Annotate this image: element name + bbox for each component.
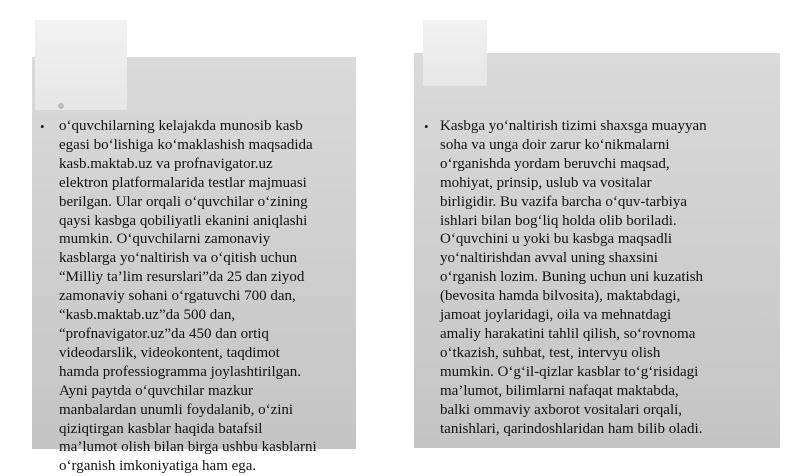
paragraph-line: manbalardan unumli foydalanib, o‘zini <box>59 401 294 418</box>
paragraph-line: balki ommaviy axborot vositalari orqali, <box>440 401 683 418</box>
paragraph-line: o‘rganish lozim. Buning uchun uni kuzatish <box>440 269 704 286</box>
paragraph-line: “profnavigator.uz”da 450 dan ortiq <box>59 325 269 342</box>
paragraph-line: kasblarga yo‘naltirish va o‘qitish uchun <box>59 250 298 267</box>
paragraph-line: O‘quvchini u yoki bu kasbga maqsadli <box>440 231 673 248</box>
paragraph-line: egasi bo‘lishiga ko‘maklashish maqsadida <box>59 136 313 153</box>
right-bullet: • <box>424 119 429 134</box>
paragraph-line: Ayni paytda o‘quvchilar mazkur <box>59 382 253 399</box>
left-panel-tab <box>35 20 127 110</box>
paragraph-line: berilgan. Ular orqali o‘quvchilar o‘zining <box>59 193 308 210</box>
paragraph-line: o‘quvchilarning kelajakda munosib kasb <box>59 118 303 134</box>
paragraph-line: ishlari bilan bog‘liq holda olib boriladi. <box>440 212 677 229</box>
paragraph-line: “Milliy ta’lim resurslari”da 25 dan ziyod <box>59 269 305 286</box>
left-paragraph <box>59 117 349 476</box>
paragraph-line: qaysi kasbga qobiliyatli ekanini aniqlashi <box>59 212 308 229</box>
right-panel-tab <box>423 20 487 86</box>
left-bullet: • <box>40 119 45 134</box>
paragraph-line: videodarslik, videokontent, taqdimot <box>59 344 280 361</box>
paragraph-line: kasb.maktab.uz va profnavigator.uz <box>59 155 273 172</box>
paragraph-line: ma’lumot olish bilan birga ushbu kasblarni <box>59 439 317 456</box>
paragraph-line: ma’lumot, bilimlarni nafaqat maktabda, <box>440 382 679 399</box>
paragraph-line: birligidir. Bu vazifa barcha o‘quv-tarbiya <box>440 193 687 210</box>
paragraph-line: amaliy harakatini tahlil qilish, so‘rovnoma <box>440 325 696 342</box>
paragraph-line: mumkin. O‘quvchilarni zamonaviy <box>59 231 271 248</box>
paragraph-line: o‘rganishda yordam beruvchi maqsad, <box>440 155 670 172</box>
paragraph-line: o‘rganish imkoniyatiga ham ega. <box>59 458 257 475</box>
paragraph-line: jamoat joylaridagi, oila va mehnatdagi <box>440 307 672 324</box>
paragraph-line: soha va unga doir zarur ko‘nikmalarni <box>440 136 670 153</box>
paragraph-line: (bevosita hamda bilvosita), maktabdagi, <box>440 288 681 305</box>
paragraph-line: o‘tkazish, suhbat, test, intervyu olish <box>440 344 661 361</box>
paragraph-line: elektron platformalarida testlar majmuasi <box>59 174 307 191</box>
small-dot-mark <box>58 103 64 109</box>
paragraph-line: “kasb.maktab.uz”da 500 dan, <box>59 307 236 324</box>
paragraph-line: zamonaviy sohani o‘rgatuvchi 700 dan, <box>59 288 296 305</box>
right-paragraph <box>440 117 772 438</box>
paragraph-line: yo‘naltirishdan avval uning shaxsini <box>440 250 658 267</box>
paragraph-line: Kasbga yo‘naltirish tizimi shaxsga muayyan <box>440 118 707 134</box>
paragraph-line: hamda professiogramma joylashtirilgan. <box>59 363 302 380</box>
paragraph-line: qiziqtirgan kasblar haqida batafsil <box>59 420 263 437</box>
paragraph-line: mumkin. O‘g‘il-qizlar kasblar to‘g‘risidagi <box>440 363 699 380</box>
paragraph-line: tanishlari, qarindoshlaridan ham bilib oladi. <box>440 420 703 437</box>
paragraph-line: mohiyat, prinsip, uslub va vositalar <box>440 174 652 191</box>
